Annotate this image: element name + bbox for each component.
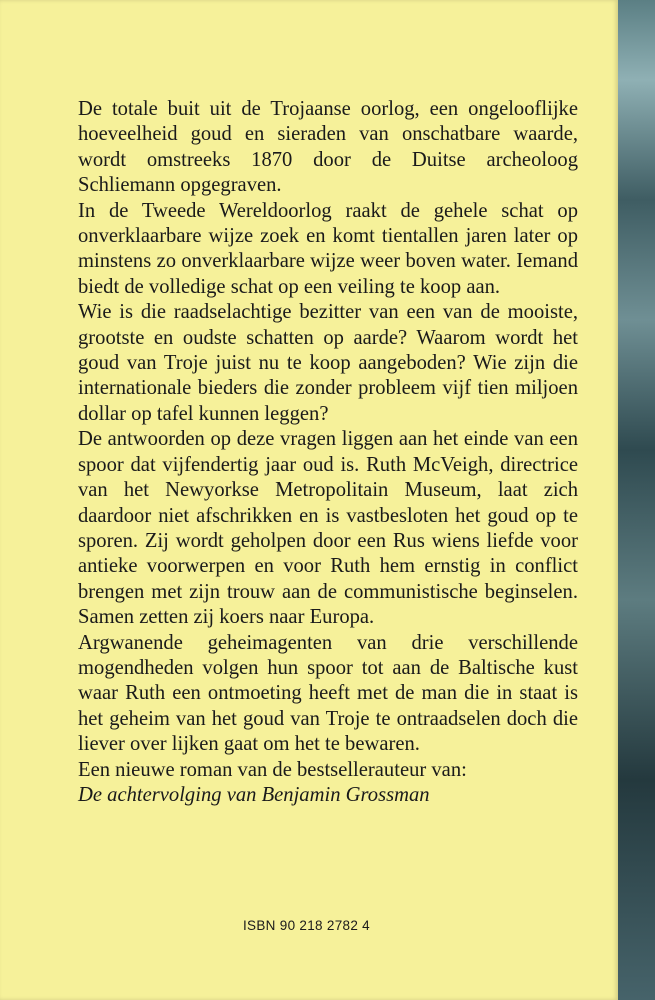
blurb-paragraph-4: De antwoorden op deze vragen liggen aan het einde van een spoor dat vijfendertig jaar oud is. Ruth McVeigh, directrice van het Newyorkse Metropolitain Museum, laat zich daardoor niet afschrikken en is vastbesloten het goud op te sporen. Zij wordt geholpen door een Rus wiens liefde voor antieke voorwerpen en voor Ruth hem ernstig in conflict brengen met zijn trouw aan de communistische beginselen. Samen zetten zij koers naar Europa. bbox=[78, 428, 578, 629]
blurb-paragraph-2: In de Tweede Wereldoorlog raakt de gehele schat op onverklaarbare wijze zoek en komt tientallen jaren later op minstens zo onverklaarbare wijze weer boven water. Iemand biedt de volledige schat op een veiling te koop aan. bbox=[78, 199, 578, 298]
blurb-paragraph-1: De totale buit uit de Trojaanse oorlog, een ongelooflijke hoeveelheid goud en sieraden van onschatbare waarde, wordt omstreeks 1870 door de Duitse archeoloog Schliemann opgegraven. bbox=[78, 98, 578, 197]
previous-title: De achtervolging van Benjamin Grossman bbox=[78, 783, 430, 806]
isbn: ISBN 90 218 2782 4 bbox=[243, 918, 370, 933]
blurb-paragraph-5: Argwanende geheimagenten van drie verschillende mogendheden volgen hun spoor tot aan de Baltische kust waar Ruth een ontmoeting heeft met de man die in staat is het geheim van het goud van Troje te ontraadselen doch die liever over lijken gaat om het te bewaren. bbox=[78, 631, 578, 756]
author-line: Een nieuwe roman van de bestsellerauteur van: bbox=[78, 758, 467, 781]
blurb-paragraph-3: Wie is die raadselachtige bezitter van een van de mooiste, grootste en oudste schatten op aarde? Waarom wordt het goud van Troje juist nu te koop aangeboden? Wie zijn die internationale bieders die zonder probleem vijf tien miljoen dollar op tafel kunnen leggen? bbox=[78, 301, 578, 425]
blurb-text bbox=[78, 97, 578, 808]
